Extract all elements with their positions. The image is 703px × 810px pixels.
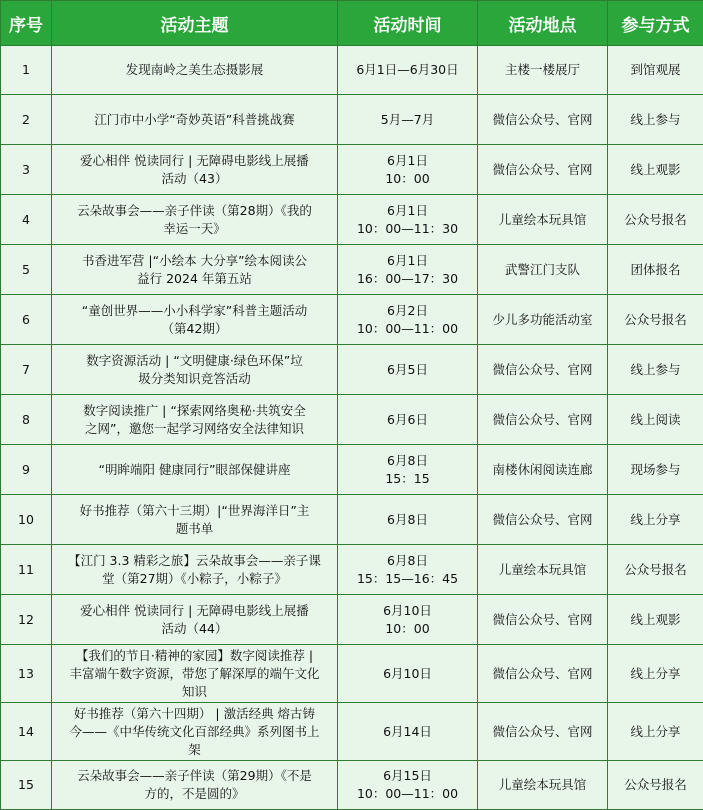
activity-place: 微信公众号、官网	[478, 95, 608, 145]
activity-time-line: 6月2日	[387, 302, 428, 318]
participation-mode: 线上参与	[608, 95, 703, 145]
participation-mode: 线上观影	[608, 145, 703, 195]
activity-place: 微信公众号、官网	[478, 645, 608, 703]
participation-mode: 线上分享	[608, 703, 703, 761]
activity-time	[338, 703, 478, 761]
activity-topic-line: “童创世界——小小科学家”科普主题活动	[81, 302, 308, 318]
activity-place: 微信公众号、官网	[478, 703, 608, 761]
participation-mode: 线上参与	[608, 345, 703, 395]
activity-topic-line: 江门市中小学“奇妙英语”科普挑战赛	[94, 111, 295, 127]
activity-place: 微信公众号、官网	[478, 145, 608, 195]
activity-topic-line: 之网”，邀您一起学习网络安全法律知识	[85, 420, 304, 436]
activity-place: 微信公众号、官网	[478, 345, 608, 395]
row-number: 15	[1, 761, 52, 810]
table-row	[1, 595, 703, 645]
activity-topic	[52, 595, 338, 645]
activity-topic-line: 好书推荐（第六十三期）|“世界海洋日”主	[79, 502, 310, 518]
activity-time-line: 6月5日	[387, 361, 428, 377]
activity-time	[338, 245, 478, 295]
activity-time	[338, 761, 478, 810]
activity-place: 主楼一楼展厅	[478, 46, 608, 95]
participation-mode: 公众号报名	[608, 545, 703, 595]
activity-place: 微信公众号、官网	[478, 495, 608, 545]
activity-topic	[52, 445, 338, 495]
activity-time-line: 6月1日	[387, 252, 428, 268]
header-cell: 序号	[1, 1, 52, 46]
table-row	[1, 703, 703, 761]
activity-topic-line: 益行 2024 年第五站	[137, 270, 252, 286]
table-row	[1, 545, 703, 595]
activity-topic-line: 方的，不是圆的》	[144, 786, 245, 801]
activity-place: 儿童绘本玩具馆	[478, 195, 608, 245]
activity-time-line: 6月6日	[387, 411, 428, 427]
row-number: 3	[1, 145, 52, 195]
activity-topic	[52, 395, 338, 445]
activity-time-line: 15：15	[385, 470, 430, 486]
row-number: 7	[1, 345, 52, 395]
activity-topic-line: 数字阅读推广 | “探索网络奥秘·共筑安全	[83, 402, 306, 418]
activity-topic-line: 数字资源活动 | “文明健康·绿色环保”垃	[86, 352, 303, 368]
table-row	[1, 295, 703, 345]
activity-topic-line: 丰富端午数字资源，带您了解深厚的端午文化	[69, 665, 320, 681]
participation-mode: 线上阅读	[608, 395, 703, 445]
header-cell: 参与方式	[608, 1, 703, 46]
activity-topic-line: 知识	[181, 683, 207, 699]
activity-time	[338, 395, 478, 445]
participation-mode: 线上观影	[608, 595, 703, 645]
table-row	[1, 145, 703, 195]
activity-topic-line: 云朵故事会——亲子伴读（第29期）《不是	[77, 768, 312, 783]
participation-mode: 团体报名	[608, 245, 703, 295]
participation-mode: 线上分享	[608, 495, 703, 545]
activity-time-line: 6月1日—6月30日	[356, 62, 459, 77]
activity-topic-line: 爱心相伴 悦读同行 | 无障碍电影线上展播	[80, 152, 309, 168]
activity-topic	[52, 495, 338, 545]
table-row	[1, 195, 703, 245]
activity-topic-line: 【江门 3.3 精彩之旅】云朵故事会——亲子课	[68, 552, 321, 568]
activity-topic	[52, 545, 338, 595]
participation-mode: 线上分享	[608, 645, 703, 703]
activity-time-line: 16：00—17：30	[356, 270, 459, 286]
activity-time	[338, 345, 478, 395]
row-number: 2	[1, 95, 52, 145]
header-cell: 活动地点	[478, 1, 608, 46]
activity-topic	[52, 761, 338, 810]
table-row	[1, 345, 703, 395]
activity-topic-line: 架	[188, 741, 201, 757]
table-row	[1, 495, 703, 545]
activity-topic	[52, 345, 338, 395]
table-row	[1, 245, 703, 295]
activity-time-line: 10：00—11：00	[356, 786, 459, 801]
row-number: 8	[1, 395, 52, 445]
activity-place: 儿童绘本玩具馆	[478, 761, 608, 810]
activity-topic-line: 幸运一天》	[163, 220, 226, 236]
activity-topic-line: 发现南岭之美生态摄影展	[125, 62, 264, 77]
activity-topic	[52, 95, 338, 145]
activity-time-line: 10：00	[385, 170, 430, 186]
header-cell: 活动主题	[52, 1, 338, 46]
activity-topic-line: 活动（43）	[161, 170, 228, 186]
header-cell: 活动时间	[338, 1, 478, 46]
table-row	[1, 645, 703, 703]
activity-topic	[52, 245, 338, 295]
activity-time-line: 5月—7月	[380, 111, 435, 127]
activity-time-line: 6月1日	[387, 152, 428, 168]
activity-time	[338, 445, 478, 495]
activity-time	[338, 545, 478, 595]
row-number: 9	[1, 445, 52, 495]
activity-place: 微信公众号、官网	[478, 395, 608, 445]
activity-time-line: 6月8日	[387, 511, 428, 527]
activity-time-line: 6月15日	[383, 768, 432, 783]
activity-topic-line: 好书推荐（第六十四期） | 激活经典 熔古铸	[73, 705, 316, 721]
row-number: 5	[1, 245, 52, 295]
activity-topic-line: “明眸端阳 健康同行”眼部保健讲座	[98, 461, 291, 477]
participation-mode: 现场参与	[608, 445, 703, 495]
activity-topic-line: 活动（44）	[161, 620, 228, 636]
activity-time-line: 10：00—11：30	[356, 220, 459, 236]
activity-time	[338, 595, 478, 645]
activity-topic	[52, 145, 338, 195]
row-number: 6	[1, 295, 52, 345]
activity-topic-line: 爱心相伴 悦读同行 | 无障碍电影线上展播	[80, 602, 309, 618]
activity-topic	[52, 703, 338, 761]
activity-time-line: 15：15—16：45	[356, 570, 459, 586]
activity-time-line: 10：00—11：00	[356, 320, 459, 336]
activity-place: 儿童绘本玩具馆	[478, 545, 608, 595]
table-row	[1, 46, 703, 95]
activity-place: 少儿多功能活动室	[478, 295, 608, 345]
participation-mode: 公众号报名	[608, 195, 703, 245]
activity-place: 南楼休闲阅读连廊	[478, 445, 608, 495]
row-number: 10	[1, 495, 52, 545]
activity-time	[338, 495, 478, 545]
participation-mode: 公众号报名	[608, 295, 703, 345]
table-row	[1, 95, 703, 145]
activity-time	[338, 195, 478, 245]
activity-topic-line: 题书单	[175, 520, 214, 536]
activity-time	[338, 95, 478, 145]
activity-topic	[52, 46, 338, 95]
activity-topic-line: 书香进军营 |“小绘本 大分享”绘本阅读公	[81, 252, 308, 268]
table-header-row	[1, 1, 703, 46]
activity-place: 微信公众号、官网	[478, 595, 608, 645]
activity-topic-line: 堂（第27期）《小粽子，小粽子》	[102, 570, 287, 586]
activity-topic-line: 今——《中华传统文化百部经典》系列图书上	[69, 723, 320, 739]
activity-topic	[52, 295, 338, 345]
activity-time-line: 6月8日	[387, 552, 428, 568]
row-number: 11	[1, 545, 52, 595]
activity-time-line: 6月10日	[383, 665, 432, 681]
table-row	[1, 445, 703, 495]
row-number: 14	[1, 703, 52, 761]
activity-topic-line: 圾分类知识竞答活动	[138, 370, 251, 386]
row-number: 1	[1, 46, 52, 95]
activity-time-line: 6月14日	[383, 723, 432, 739]
row-number: 13	[1, 645, 52, 703]
activity-time	[338, 145, 478, 195]
row-number: 4	[1, 195, 52, 245]
table-row	[1, 395, 703, 445]
activity-time-line: 10：00	[385, 620, 430, 636]
activity-topic	[52, 645, 338, 703]
activity-topic	[52, 195, 338, 245]
activity-time	[338, 645, 478, 703]
activity-time-line: 6月8日	[387, 452, 428, 468]
table-row	[1, 761, 703, 810]
activity-place: 武警江门支队	[478, 245, 608, 295]
table-body	[1, 46, 703, 810]
activity-time	[338, 295, 478, 345]
activity-topic-line: （第42期）	[161, 320, 228, 336]
activity-time-line: 6月10日	[383, 602, 432, 618]
activity-topic-line: 【我们的节日·精神的家园】数字阅读推荐 |	[75, 647, 314, 663]
participation-mode: 公众号报名	[608, 761, 703, 810]
participation-mode: 到馆观展	[608, 46, 703, 95]
activity-time-line: 6月1日	[387, 202, 428, 218]
row-number: 12	[1, 595, 52, 645]
activity-time	[338, 46, 478, 95]
activity-topic-line: 云朵故事会——亲子伴读（第28期）《我的	[77, 202, 312, 218]
